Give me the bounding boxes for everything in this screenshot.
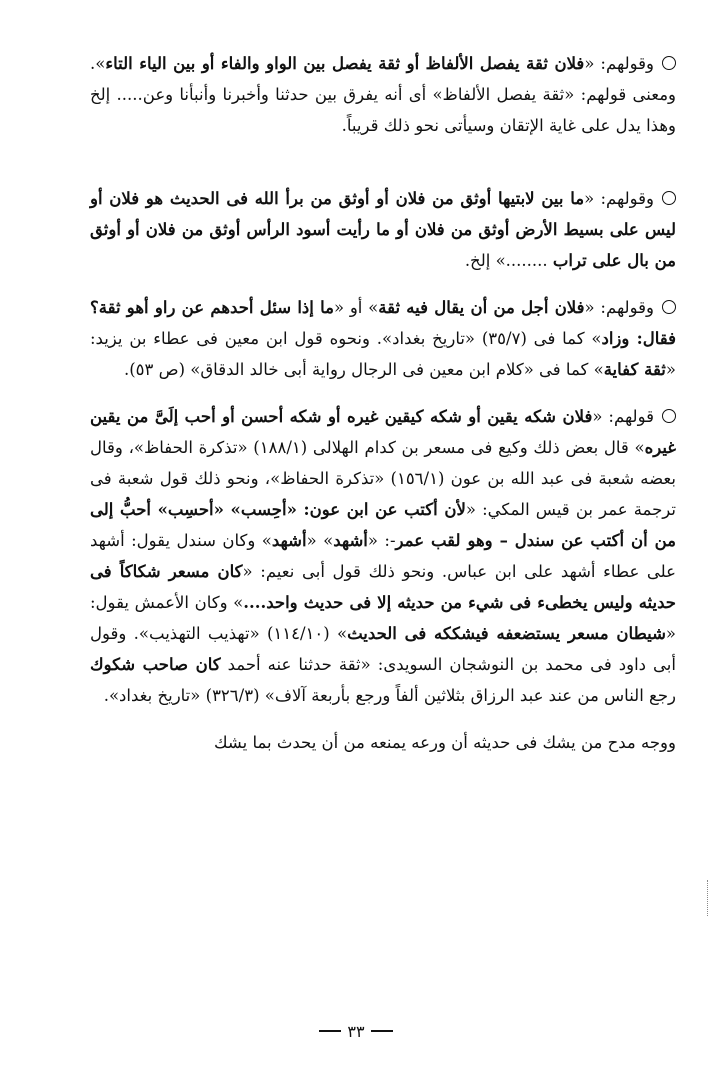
text-segment: وقولهم: « — [584, 54, 654, 73]
text-segment: ووجه مدح من يشك فى حديثه أن ورعه يمنعه من أن يحدث بما يشك — [213, 733, 676, 752]
text-segment: » قال بعض ذلك وكيع فى مسعر بن كدام الهلالى (١٨٨/١) «تذكرة الحفاظ»، وقال بعضه شعبة فى عبد الله بن عون (١٥٦/١) «تذكرة الحفاظ»، ونحو ذلك قول شعبة فى ترجمة عمر بن قيس المكي: « — [90, 438, 676, 519]
paragraph-1 — [90, 48, 676, 141]
paragraph-2 — [90, 183, 676, 276]
dash-right — [319, 1030, 341, 1032]
paragraph-3 — [90, 292, 676, 385]
page-body — [90, 48, 676, 758]
page-number — [0, 1022, 712, 1041]
paragraph-4 — [90, 401, 676, 711]
bold-segment: لأن أكتب عن ابن عون: «أحِسب» «أحسِب» أحبُّ إلى من أن أكتب عن سندل – وهو لقب عمر — [90, 500, 676, 550]
paragraph-5 — [90, 727, 676, 758]
dash-left — [371, 1030, 393, 1032]
text-segment: » وكان الأعمش يقول: « — [90, 593, 677, 643]
text-segment: قولهم: « — [592, 407, 654, 426]
text-segment: » (١١٤/١٠) «تهذيب التهذيب». وقول أبى داود فى محمد بن النوشجان السويدى: «ثقة حدثنا عنه أحمد — [90, 624, 676, 674]
bold-segment: ثقة كفاية — [603, 360, 666, 379]
page-number-text: ٣٣ — [347, 1022, 365, 1041]
text-segment: -: « — [367, 531, 396, 550]
text-segment: وقولهم: « — [584, 189, 654, 208]
bold-segment: كان صاحب شكوك — [90, 655, 221, 674]
bold-segment: فلان ثقة يفصل الألفاظ أو ثقة يفصل بين الواو والفاء أو بين الياء التاء — [105, 54, 585, 73]
bold-segment: كان مسعر شكاكاً فى حديثه وليس يخطىء فى شيء من حديثه إلا فى حديث واحد.... — [90, 562, 676, 612]
bold-segment: فلان أجل من أن يقال فيه ثقة — [378, 298, 585, 317]
text-segment: » كما فى «كلام ابن معين فى الرجال رواية أبى خالد الدقاق» (ص ٥٣). — [123, 360, 604, 379]
text-segment: » كما فى (٣٥/٧) «تاريخ بغداد». ونحوه قول ابن معين فى عطاء بن يزيد: « — [90, 329, 676, 379]
text-segment: » وكان سندل يقول: أشهد على عطاء أشهد على ابن عباس. ونحو ذلك قول أبى نعيم: « — [90, 531, 676, 581]
bold-segment: فلان شكه يقين أو شكه كيقين غيره أو شكه أحسن أو أحب إلَىَّ من يقين غيره — [90, 407, 676, 457]
bullet-circle-icon — [662, 300, 676, 314]
bold-segment: ما إذا سئل أحدهم عن راو أهو ثقة؟ فقال: وزاد — [90, 298, 676, 348]
bold-segment: أشهد — [271, 531, 307, 550]
bullet-circle-icon — [662, 56, 676, 70]
bold-segment: أشهد — [333, 531, 368, 550]
text-segment: ........» إلخ. — [464, 251, 553, 270]
bullet-circle-icon — [662, 409, 676, 423]
text-segment: » أو « — [333, 298, 379, 317]
text-segment: رجع الناس من عند عبد الرزاق بثلاثين ألفاً ورجع بأربعة آلاف» (٣٢٦/٣) «تاريخ بغداد». — [103, 686, 676, 705]
text-segment: وقولهم: « — [584, 298, 654, 317]
bullet-circle-icon — [662, 191, 676, 205]
text-segment: ». ومعنى قولهم: «ثقة يفصل الألفاظ» أى أنه يفرق بين حدثنا وأخبرنا وأنبأنا وعن..... إلخ وهذا يدل على غاية الإتقان وسيأتى نحو ذلك قريباً. — [90, 54, 676, 135]
scan-edge-mark — [707, 880, 708, 916]
text-segment: » « — [306, 531, 334, 550]
bold-segment: ما بين لابتيها أوثق من فلان أو أوثق من برأ الله فى الحديث هو فلان أو ليس على بسيط الأرض أوثق من فلان أو ما رأيت أسود الرأس أوثق من فلان أو أوثق من بال على تراب — [90, 189, 676, 270]
bold-segment: شيطان مسعر يستضعفه فيشككه فى الحديث — [347, 624, 666, 643]
